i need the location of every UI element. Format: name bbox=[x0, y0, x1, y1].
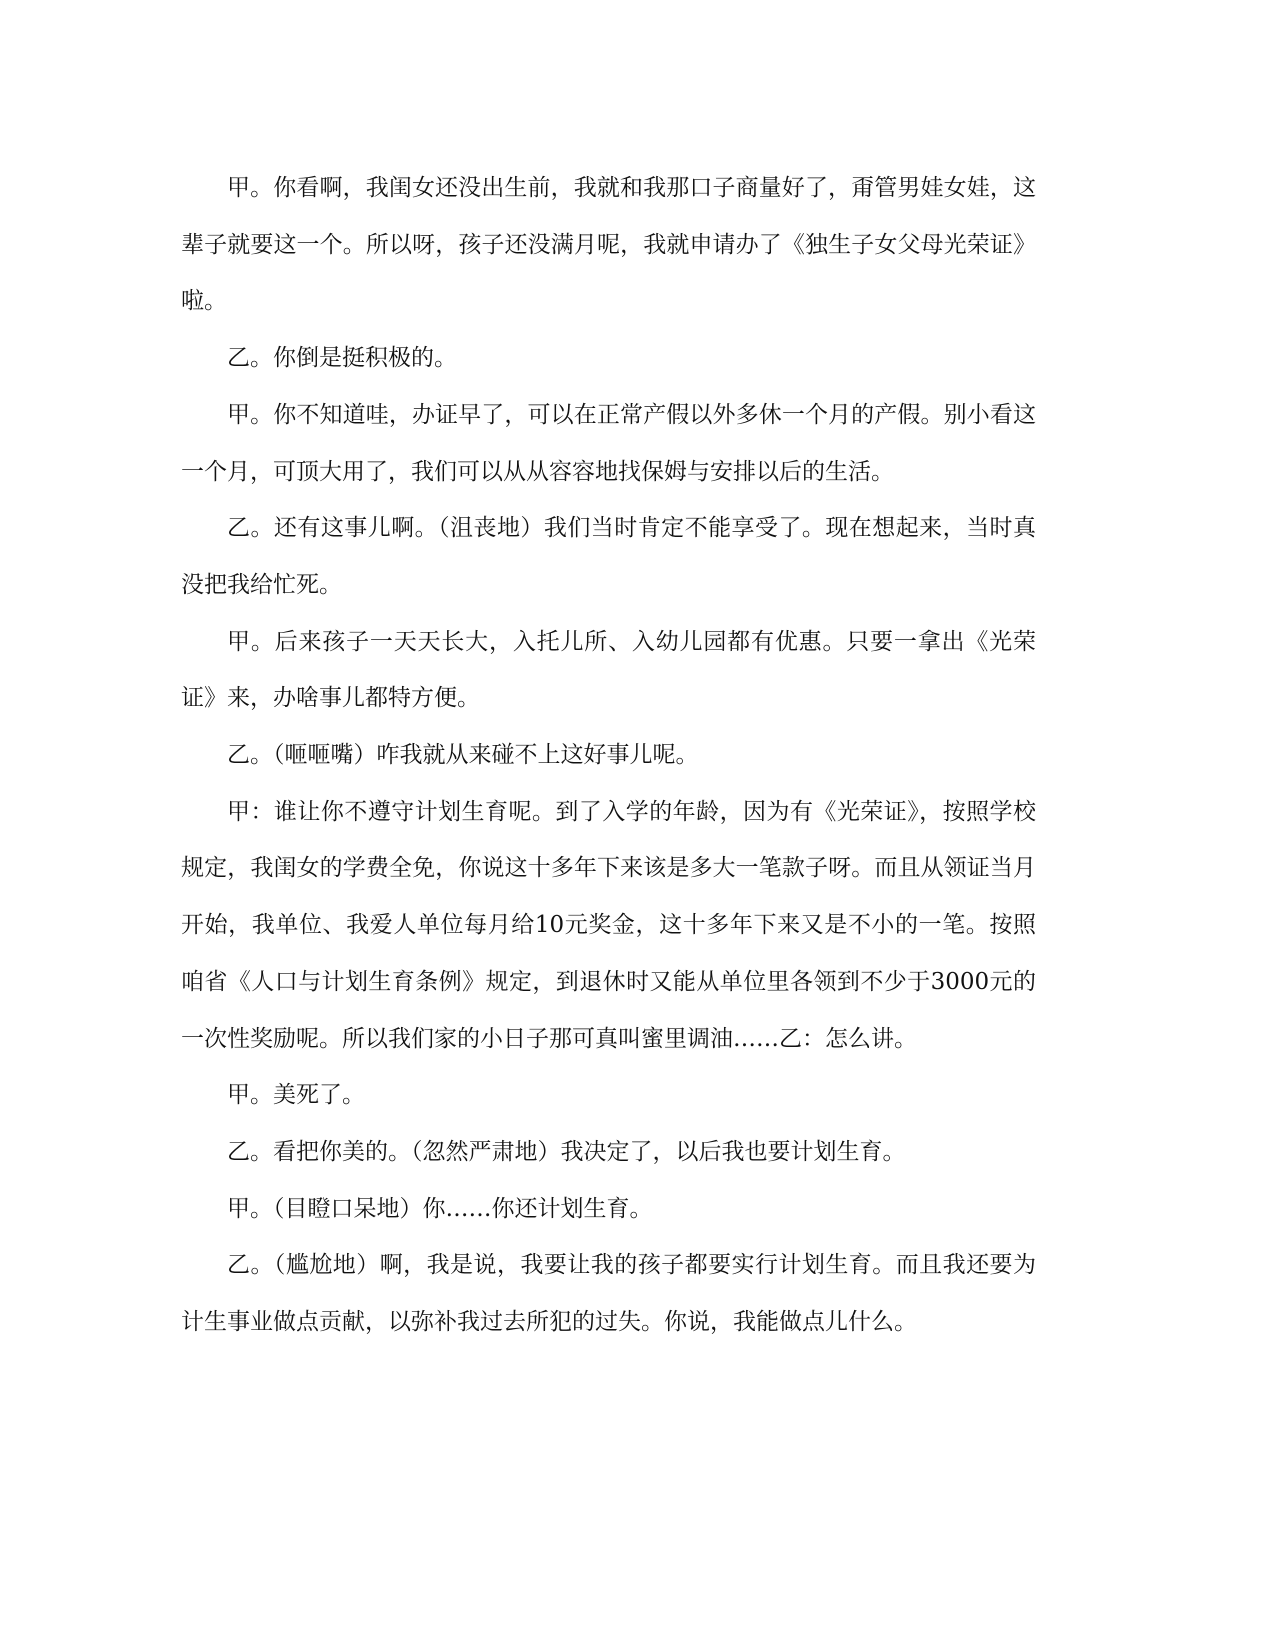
paragraph: 甲：谁让你不遵守计划生育呢。到了入学的年龄，因为有《光荣证》，按照学校规定，我闺女的学费全免，你说这十多年下来该是多大一笔款子呀。而且从领证当月开始，我单位、我爱人单位每月给10元奖金，这十多年下来又是不小的一笔。按照咱省《人口与计划生育条例》规定，到退休时又能从单位里各领到不少于3000元的一次性奖励呢。所以我们家的小日子那可真叫蜜里调油……乙：怎么讲。 bbox=[181, 798, 1036, 1052]
paragraph: 甲。（目瞪口呆地）你……你还计划生育。 bbox=[227, 1195, 653, 1222]
paragraph: 甲。你看啊，我闺女还没出生前，我就和我那口子商量好了，甭管男娃女娃，这辈子就要这一个。所以呀，孩子还没满月呢，我就申请办了《独生子女父母光荣证》啦。 bbox=[181, 175, 1036, 315]
document-body bbox=[181, 160, 1036, 1351]
paragraph: 乙。（尴尬地）啊，我是说，我要让我的孩子都要实行计划生育。而且我还要为计生事业做点贡献，以弥补我过去所犯的过失。你说，我能做点儿什么。 bbox=[181, 1252, 1036, 1336]
paragraph: 甲。美死了。 bbox=[227, 1082, 365, 1109]
paragraph: 甲。你不知道哇，办证早了，可以在正常产假以外多休一个月的产假。别小看这一个月，可顶大用了，我们可以从从容容地找保姆与安排以后的生活。 bbox=[181, 401, 1036, 485]
paragraph: 甲。后来孩子一天天长大，入托儿所、入幼儿园都有优惠。只要一拿出《光荣证》来，办啥事儿都特方便。 bbox=[181, 628, 1036, 712]
paragraph: 乙。还有这事儿啊。（沮丧地）我们当时肯定不能享受了。现在想起来，当时真没把我给忙死。 bbox=[181, 515, 1036, 598]
paragraph: 乙。（咂咂嘴）咋我就从来碰不上这好事儿呢。 bbox=[227, 742, 699, 769]
paragraph: 乙。看把你美的。（忽然严肃地）我决定了，以后我也要计划生育。 bbox=[227, 1138, 906, 1165]
paragraph: 乙。你倒是挺积极的。 bbox=[227, 345, 457, 372]
